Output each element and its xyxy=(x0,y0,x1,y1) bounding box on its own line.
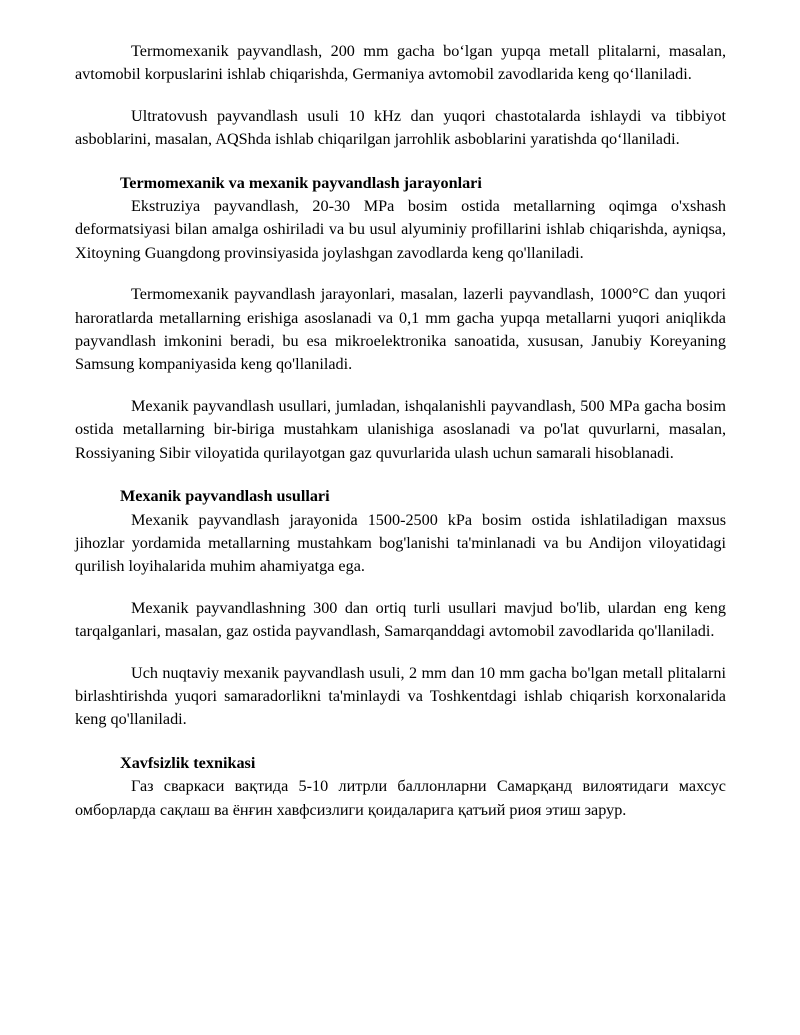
paragraph-spacer xyxy=(75,265,726,283)
paragraph-andijon: Mexanik payvandlash jarayonida 1500-2500 kPa bosim ostida ishlatiladigan maxsus jihozlar yordamida metallarning mustahkam bog'lanishi ta'minlanadi va bu Andijon viloyatidagi qurilish loyihalarida muhim ahamiyatga ega. xyxy=(75,510,726,576)
section-heading-termomexanik-mexanik: Termomexanik va mexanik payvandlash jarayonlari xyxy=(120,173,482,192)
paragraph-spacer xyxy=(75,377,726,395)
section-heading-xavfsizlik: Xavfsizlik texnikasi xyxy=(120,753,256,772)
paragraph-spacer xyxy=(75,87,726,105)
paragraph-samarqand: Mexanik payvandlashning 300 dan ortiq turli usullari mavjud bo'lib, ulardan eng keng tarqalganlari, masalan, gaz ostida payvandlash, Samarqanddagi avtomobil zavodlarida qo'llaniladi. xyxy=(75,598,726,641)
paragraph-ultratovush: Ultratovush payvandlash usuli 10 kHz dan yuqori chastotalarda ishlaydi va tibbiyot asboblarini, masalan, AQShda ishlab chiqarilgan jarrohlik asboblarini yaratishda qo‘llaniladi. xyxy=(75,106,726,149)
paragraph-ishqalanishli: Mexanik payvandlash usullari, jumladan, ishqalanishli payvandlash, 500 MPa gacha bosim ostida metallarning bir-biriga mustahkam ulanishiga asoslanadi va po'lat quvurlarni, masalan, Rossiyaning Sibir viloyatida qurilayotgan gaz quvurlarida ulash uchun samarali hisoblanadi. xyxy=(75,396,726,462)
paragraph-gaz-svarkasi: Газ сваркаси вақтида 5-10 литрли баллонларни Самарқанд вилоятидаги махсус омборларда сақлаш ва ёнғин хавфсизлиги қоидаларига қатъий риоя этиш зарур. xyxy=(75,777,726,819)
document-page xyxy=(75,40,726,822)
paragraph-spacer xyxy=(75,579,726,597)
section-spacer xyxy=(75,732,726,752)
paragraph-ekstruziya: Ekstruziya payvandlash, 20-30 MPa bosim ostida metallarning oqimga o'xshash deformatsiyasi bilan amalga oshiriladi va bu usul alyuminiy profillarini ishlab chiqarishda, ayniqsa, Xitoyning Guangdong provinsiyasida joylashgan zavodlarda keng qo'llaniladi. xyxy=(75,197,726,262)
paragraph-lazerli: Termomexanik payvandlash jarayonlari, masalan, lazerli payvandlash, 1000°C dan yuqori haroratlarda metallarning erishiga asoslanadi va 0,1 mm gacha yupqa metallarni yuqori aniqlikda payvandlash imkonini beradi, bu esa mikroelektronika sanoatida, xususan, Janubiy Koreyaning Samsung kompaniyasida keng qo'llaniladi. xyxy=(75,285,726,374)
paragraph-termomexanik-intro: Termomexanik payvandlash, 200 mm gacha bo‘lgan yupqa metall plitalarni, masalan, avtomobil korpuslarini ishlab chiqarishda, Germaniya avtomobil zavodlarida keng qo‘llaniladi. xyxy=(75,42,726,84)
section-spacer xyxy=(75,465,726,485)
paragraph-spacer xyxy=(75,644,726,662)
section-heading-mexanik-usullari: Mexanik payvandlash usullari xyxy=(120,487,330,506)
paragraph-toshkent: Uch nuqtaviy mexanik payvandlash usuli, 2 mm dan 10 mm gacha bo'lgan metall plitalarni birlashtirishda yuqori samaradorlikni ta'minlaydi va Toshkentdagi ishlab chiqarish korxonalarida keng qo'llaniladi. xyxy=(75,663,726,729)
section-spacer xyxy=(75,152,726,172)
